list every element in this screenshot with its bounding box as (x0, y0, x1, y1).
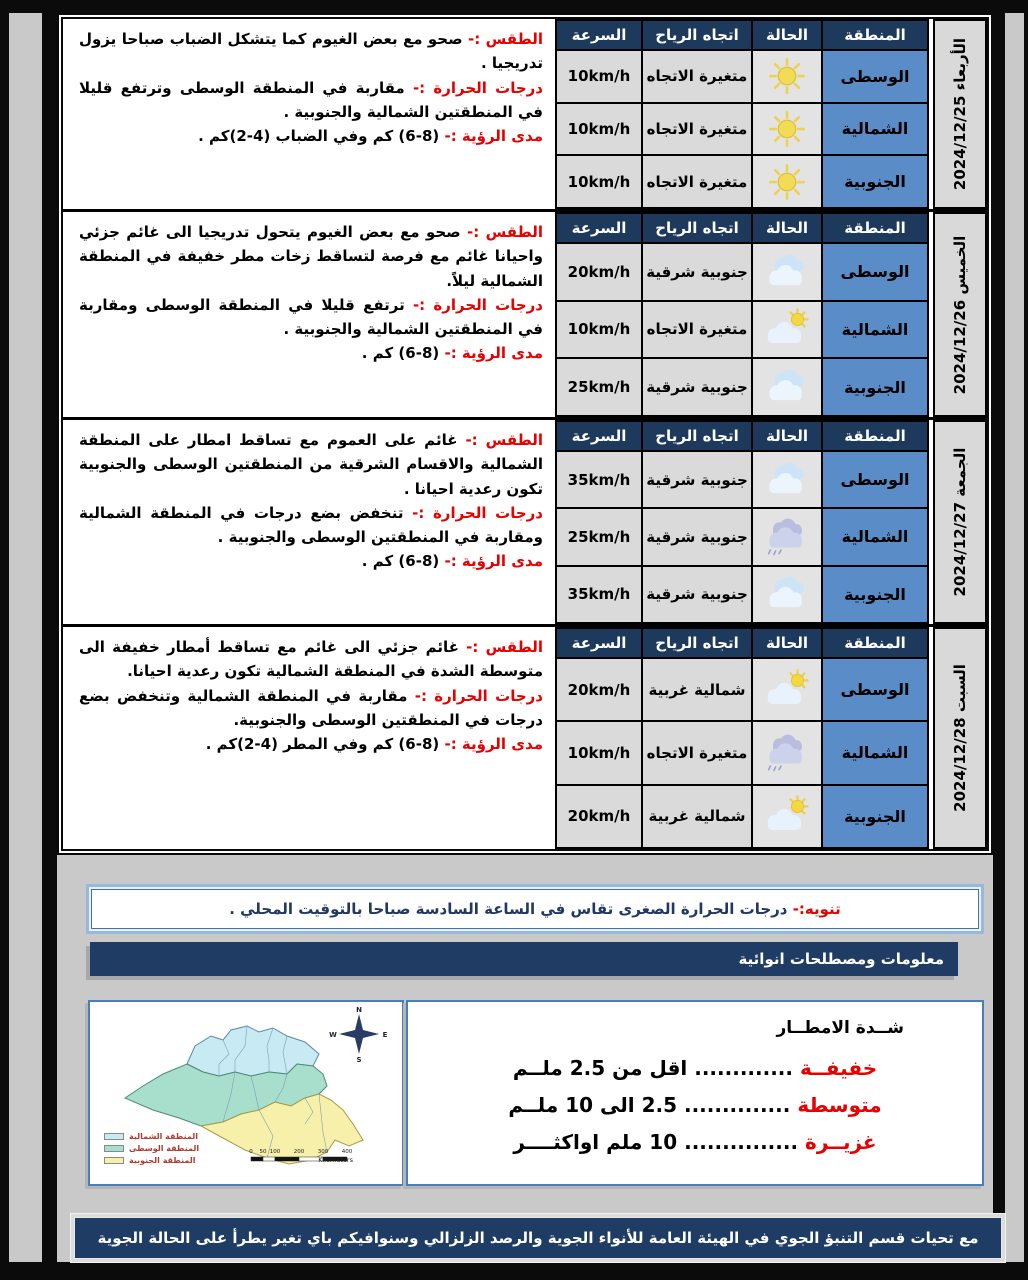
legend-label: المنطقة الشمالية (129, 1132, 198, 1141)
wind-direction-cell: متغيرة الاتجاه (642, 155, 752, 208)
cloudy-icon (759, 366, 815, 408)
weather-paragraph (79, 220, 543, 293)
visibility-label: مدى الرؤية :- (444, 127, 543, 146)
condition-cell (752, 785, 822, 848)
rain-icon (759, 732, 815, 774)
condition-cell (752, 721, 822, 784)
sunny-icon (759, 108, 815, 150)
rain-intensity-item (408, 1124, 982, 1161)
condition-cell (752, 50, 822, 103)
wind-direction-cell: جنوبية شرقية (642, 451, 752, 508)
temperature-label: درجات الحرارة :- (412, 78, 543, 97)
visibility-label: مدى الرؤية :- (444, 344, 543, 363)
table-row (556, 155, 928, 208)
col-header-condition: الحالة (752, 213, 822, 243)
temperature-text: ترتفع قليلا في المنطقة الوسطى ومقاربة في المنطقتين الشمالية والجنوبية . (79, 295, 543, 339)
rain-intensity-panel (406, 1000, 984, 1186)
iraq-map-panel (88, 1000, 404, 1186)
scan-edge-bottom (0, 1262, 1028, 1280)
region-cell: الشمالية (822, 103, 928, 156)
weather-text: غائم على العموم مع تساقط امطار على المنطقة الشمالية والاقسام الشرقية من المنطقتين الوسطى والجنوبية تكون رعدية احيانا . (79, 431, 543, 498)
table-row (556, 301, 928, 359)
condition-cell (752, 658, 822, 721)
region-cell: الشمالية (822, 508, 928, 565)
region-cell: الشمالية (822, 301, 928, 359)
col-header-wind: اتجاه الرياح (642, 628, 752, 658)
visibility-text: (8-6) كم . (361, 344, 440, 363)
partly-cloudy-icon (759, 795, 815, 837)
notice-text-row (91, 889, 979, 929)
wind-speed-cell: 10km/h (556, 155, 642, 208)
col-header-wind: اتجاه الرياح (642, 421, 752, 451)
region-cell: الوسطى (822, 658, 928, 721)
legend-item (104, 1156, 199, 1165)
visibility-paragraph (79, 341, 543, 365)
col-header-region: المنطقة (822, 628, 928, 658)
wind-speed-cell: 20km/h (556, 658, 642, 721)
condition-cell (752, 103, 822, 156)
scan-edge-right (1024, 0, 1028, 1280)
wind-speed-cell: 35km/h (556, 566, 642, 623)
rain-intensity-item (408, 1087, 982, 1124)
col-header-region: المنطقة (822, 421, 928, 451)
notice-text: درجات الحرارة الصغرى تقاس في الساعة السادسة صباحا بالتوقيت المحلي . (229, 900, 788, 918)
col-header-region: المنطقة (822, 213, 928, 243)
col-header-condition: الحالة (752, 628, 822, 658)
forecast-text (63, 420, 555, 624)
cloudy-icon (759, 459, 815, 501)
page-right-margin-bar (993, 13, 1005, 1266)
wind-direction-cell: شمالية غربية (642, 658, 752, 721)
rain-intensity-value: 10 ملم اواكثــــر (513, 1130, 678, 1154)
table-row (556, 103, 928, 156)
day-section-4 (63, 627, 987, 849)
col-header-speed: السرعة (556, 20, 642, 50)
weather-paragraph (79, 428, 543, 501)
wind-speed-cell: 20km/h (556, 785, 642, 848)
weather-text: غائم جزئي الى غائم مع تساقط أمطار خفيفة الى متوسطة الشدة في المنطقة الشمالية تكون رعدية احيانا. (79, 638, 543, 681)
table-header-row (556, 213, 928, 243)
svg-text:E: E (382, 1031, 388, 1039)
table-row (556, 50, 928, 103)
wind-speed-cell: 20km/h (556, 243, 642, 301)
svg-text:Kilometers: Kilometers (318, 1156, 353, 1164)
condition-cell (752, 508, 822, 565)
wind-direction-cell: جنوبية شرقية (642, 508, 752, 565)
cloudy-icon (759, 573, 815, 615)
region-cell: الجنوبية (822, 155, 928, 208)
date-label: الجمعة 2024/12/27 (951, 447, 969, 597)
legend-swatch (104, 1133, 124, 1140)
svg-text:400: 400 (341, 1149, 353, 1155)
legend-label: المنطقة الوسطى (129, 1144, 200, 1153)
wind-direction-cell: جنوبية شرقية (642, 243, 752, 301)
wind-direction-cell: جنوبية شرقية (642, 358, 752, 416)
col-header-speed: السرعة (556, 628, 642, 658)
table-row (556, 785, 928, 848)
wind-speed-cell: 25km/h (556, 358, 642, 416)
date-label: الأربعاء 2024/12/25 (951, 37, 969, 191)
rain-intensity-label: متوسطة (797, 1093, 882, 1117)
col-header-wind: اتجاه الرياح (642, 213, 752, 243)
table-row (556, 243, 928, 301)
wind-speed-cell: 25km/h (556, 508, 642, 565)
condition-cell (752, 155, 822, 208)
table-header-row (556, 20, 928, 50)
condition-cell (752, 566, 822, 623)
sunny-icon (759, 161, 815, 203)
condition-cell (752, 451, 822, 508)
date-strip (933, 212, 987, 417)
wind-direction-cell: متغيرة الاتجاه (642, 103, 752, 156)
svg-text:N: N (356, 1006, 362, 1014)
rain-intensity-list (408, 1050, 982, 1161)
table-row (556, 358, 928, 416)
condition-cell (752, 301, 822, 359)
legend-swatch (104, 1145, 124, 1152)
weather-label: الطقس :- (466, 638, 543, 656)
wind-speed-cell: 10km/h (556, 721, 642, 784)
weather-label: الطقس :- (467, 30, 543, 48)
date-strip (933, 627, 987, 849)
compass-rose-icon (329, 1006, 387, 1064)
partly-cloudy-icon (759, 308, 815, 350)
visibility-paragraph (79, 124, 543, 148)
svg-text:S: S (356, 1056, 362, 1064)
region-cell: الجنوبية (822, 566, 928, 623)
col-header-condition: الحالة (752, 421, 822, 451)
weather-table (555, 212, 929, 417)
weather-table (555, 19, 929, 209)
day-section-2 (63, 212, 987, 420)
temperature-label: درجات الحرارة :- (414, 686, 543, 705)
rain-intensity-dots: ............... (684, 1130, 799, 1154)
temperature-paragraph (79, 684, 543, 733)
visibility-paragraph (79, 549, 543, 573)
wind-direction-cell: شمالية غربية (642, 785, 752, 848)
temperature-paragraph (79, 293, 543, 342)
forecast-frame (57, 13, 993, 855)
map-legend (104, 1132, 199, 1168)
rain-icon (759, 516, 815, 558)
wind-direction-cell: متغيرة الاتجاه (642, 301, 752, 359)
wind-speed-cell: 10km/h (556, 301, 642, 359)
date-strip (933, 420, 987, 624)
info-terms-bar (90, 942, 958, 976)
partly-cloudy-icon (759, 669, 815, 711)
wind-direction-cell: جنوبية شرقية (642, 566, 752, 623)
svg-text:W: W (329, 1031, 337, 1039)
rain-intensity-dots: ............. (694, 1056, 794, 1080)
table-row (556, 721, 928, 784)
visibility-text: (8-6) كم . (361, 552, 440, 571)
cloudy-icon (759, 251, 815, 293)
temperature-text: مقاربة في المنطقة الشمالية وتنخفض بضع درجات في المنطقتين الوسطى والجنوبية. (79, 686, 543, 729)
weather-text: صحو مع بعض الغيوم يتحول تدريجيا الى غائم جزئي واحيانا غائم مع فرصة لتساقط زخات مطر خفيفة في المنطقة الشمالية ليلاً. (79, 223, 543, 290)
legend-swatch (104, 1157, 124, 1164)
footer-text: مع تحيات قسم التنبؤ الجوي في الهيئة العامة للأنواء الجوية والرصد الزلزالي وسنوافيكم باي تغير يطرأ على الحالة الجوية (97, 1229, 979, 1247)
svg-text:300: 300 (317, 1149, 329, 1155)
day-section-3 (63, 420, 987, 627)
region-cell: الشمالية (822, 721, 928, 784)
visibility-label: مدى الرؤية :- (444, 735, 543, 754)
rain-intensity-value: 2.5 الى 10 ملــم (508, 1093, 677, 1117)
temperature-label: درجات الحرارة :- (412, 295, 543, 314)
table-row (556, 451, 928, 508)
notice-label: تنويه:- (792, 900, 841, 918)
col-header-speed: السرعة (556, 213, 642, 243)
region-cell: الوسطى (822, 50, 928, 103)
visibility-text: (8-6) كم وفي المطر (4-2)كم . (205, 735, 440, 754)
weather-table (555, 420, 929, 624)
rain-intensity-label: غزيــرة (805, 1130, 877, 1154)
day-section-1 (63, 19, 987, 212)
region-cell: الجنوبية (822, 358, 928, 416)
wind-speed-cell: 10km/h (556, 103, 642, 156)
condition-cell (752, 358, 822, 416)
legend-label: المنطقة الجنوبية (129, 1156, 196, 1165)
wind-speed-cell: 10km/h (556, 50, 642, 103)
visibility-label: مدى الرؤية :- (444, 552, 543, 571)
region-cell: الوسطى (822, 451, 928, 508)
rain-intensity-item (408, 1050, 982, 1087)
svg-text:200: 200 (293, 1149, 305, 1155)
date-label: الخميس 2024/12/26 (951, 235, 969, 394)
temperature-paragraph (79, 501, 543, 550)
visibility-paragraph (79, 732, 543, 756)
scan-edge-top (0, 0, 1028, 13)
weather-table (555, 627, 929, 849)
col-header-speed: السرعة (556, 421, 642, 451)
weather-label: الطقس :- (467, 223, 543, 241)
wind-speed-cell: 35km/h (556, 451, 642, 508)
condition-cell (752, 243, 822, 301)
col-header-condition: الحالة (752, 20, 822, 50)
table-header-row (556, 421, 928, 451)
svg-text:0: 0 (249, 1149, 253, 1155)
table-header-row (556, 628, 928, 658)
table-row (556, 566, 928, 623)
temperature-text: مقاربة في المنطقة الوسطى وترتفع قليلا في المنطقتين الشمالية والجنوبية . (79, 78, 543, 121)
rain-intensity-dots: .............. (683, 1093, 791, 1117)
footer-bar (74, 1217, 1002, 1259)
weather-paragraph (79, 635, 543, 684)
rain-intensity-label: خفيفــة (799, 1056, 878, 1080)
footer-frame (70, 1213, 1006, 1263)
legend-item (104, 1132, 199, 1141)
svg-text:100: 100 (269, 1149, 281, 1155)
temperature-label: درجات الحرارة :- (412, 503, 543, 522)
table-row (556, 508, 928, 565)
wind-direction-cell: متغيرة الاتجاه (642, 721, 752, 784)
scan-edge-left (0, 0, 9, 1280)
legend-item (104, 1144, 199, 1153)
rain-intensity-value: اقل من 2.5 ملــم (512, 1056, 688, 1080)
sunny-icon (759, 55, 815, 97)
rain-intensity-title: شــدة الامطــار (776, 1018, 904, 1038)
notice-box (86, 884, 984, 934)
forecast-text (63, 19, 555, 209)
date-strip (933, 19, 987, 209)
weather-paragraph (79, 27, 543, 76)
info-terms-label: معلومات ومصطلحات انوائية (738, 950, 944, 968)
col-header-region: المنطقة (822, 20, 928, 50)
forecast-text (63, 627, 555, 849)
weather-label: الطقس :- (465, 431, 544, 449)
forecast-text (63, 212, 555, 417)
region-cell: الوسطى (822, 243, 928, 301)
col-header-wind: اتجاه الرياح (642, 20, 752, 50)
weather-text: صحو مع بعض الغيوم كما يتشكل الضباب صباحا يزول تدريجيا . (79, 30, 543, 73)
date-label: السبت 2024/12/28 (951, 664, 969, 812)
temperature-text: تنخفض بضع درجات في المنطقة الشمالية ومقاربة في المنطقتين الوسطى والجنوبية . (79, 503, 543, 547)
svg-text:50: 50 (259, 1149, 267, 1155)
temperature-paragraph (79, 76, 543, 125)
wind-direction-cell: متغيرة الاتجاه (642, 50, 752, 103)
visibility-text: (8-6) كم وفي الضباب (4-2)كم . (198, 127, 440, 146)
table-row (556, 658, 928, 721)
page-left-margin-bar (42, 0, 57, 1280)
region-cell: الجنوبية (822, 785, 928, 848)
